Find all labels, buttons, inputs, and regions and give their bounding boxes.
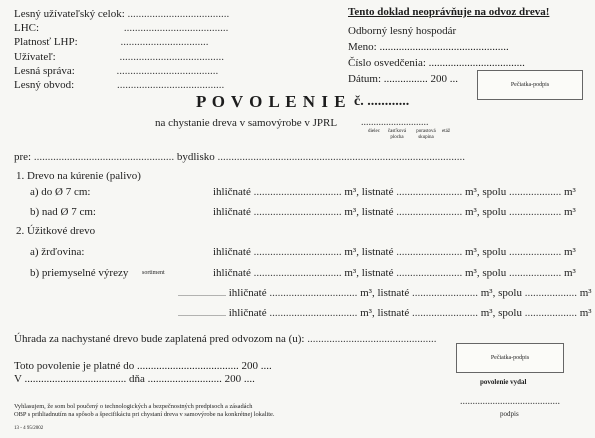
platnost-line-1: Toto povolenie je platné do ..................................... 200 .... bbox=[14, 360, 272, 372]
footer-text-1: Vyhlasujem, že som bol poučený o technologických a bezpečnostných predpisoch a zásadách bbox=[14, 403, 253, 410]
form-code: 13 - 4 95/2002 bbox=[14, 426, 44, 431]
stamp-label-bottom: Pečiatka-podpis bbox=[490, 355, 530, 361]
field-lesny-obvod: Lesný obvod: ....................................... bbox=[14, 79, 225, 92]
footer-declaration bbox=[14, 403, 274, 419]
field-celok: Lesný užívateľský celok: ..................................... bbox=[14, 8, 230, 20]
section-1-title: 1. Drevo na kúrenie (palivo) bbox=[16, 170, 141, 182]
measure-row-1a: ihličnaté ................................ m³, listnaté ........................ m³, spolu ................... m³ bbox=[213, 186, 576, 198]
row-1a-label: a) do Ø 7 cm: bbox=[30, 186, 91, 198]
field-platnost: Platnosť LHP: ................................ bbox=[14, 36, 209, 49]
measure-row-2a: ihličnaté ................................ m³, listnaté ........................ m³, spolu ................... m³ bbox=[213, 246, 576, 258]
small-label-etaz: etáž bbox=[442, 129, 451, 134]
measure-row-2b3: ........................ ihličnaté ................................ m³, listnaté ........................ m³, spolu ................... m³ bbox=[178, 307, 592, 319]
podpis-dots: ........................................ bbox=[460, 396, 560, 407]
small-label-skupina: porastová skupina bbox=[416, 129, 436, 140]
measure-row-1b: ihličnaté ................................ m³, listnaté ........................ m³, spolu ................... m³ bbox=[213, 206, 576, 218]
sortiment-label: sortiment bbox=[142, 270, 165, 276]
measure-row-2b2: ........................ ihličnaté ................................ m³, listnaté ........................ m³, spolu ................... m³ bbox=[178, 287, 592, 299]
uhrada-line: Úhrada za nachystané drevo bude zaplatená pred odvozom na (u): ............................................... bbox=[14, 333, 437, 345]
row-1b-label: b) nad Ø 7 cm: bbox=[30, 206, 96, 218]
field-lesna-sprava: Lesná správa: ..................................... bbox=[14, 64, 219, 77]
title-main: P O V O L E N I E bbox=[196, 92, 347, 111]
cislo: Číslo osvedčenia: ................................... bbox=[348, 57, 525, 69]
row-2a-label: a) žrďovina: bbox=[30, 246, 85, 258]
field-uzivatel: Užívateľ: ...................................... bbox=[14, 50, 224, 63]
datum: Dátum: ................ 200 ... bbox=[348, 73, 458, 85]
podpis-label: podpis bbox=[500, 410, 519, 418]
meno: Meno: ............................................... bbox=[348, 41, 509, 53]
subtitle-dots: ........................... bbox=[361, 117, 429, 128]
header-left bbox=[14, 7, 229, 92]
section-2-title: 2. Úžitkové drevo bbox=[16, 225, 96, 237]
title-number: č. ............ bbox=[354, 94, 410, 109]
notice: Tento doklad neoprávňuje na odvoz dreva! bbox=[348, 6, 550, 18]
subtitle: na chystanie dreva v samovýrobe v JPRL bbox=[155, 117, 338, 129]
stamp-box-bottom bbox=[456, 343, 564, 373]
platnost-line-2: V ..................................... dňa ........................... 200 .... bbox=[14, 373, 255, 385]
small-label-dielec: dielec bbox=[368, 129, 380, 134]
povolenie-vydal: povolenie vydal bbox=[480, 378, 527, 386]
footer-text-2: OBP s prihliadnutím na spôsob a špecifikáciu pri chystaní dreva v samovýrobe na konkrétnej lokalite. bbox=[14, 411, 275, 418]
row-2b-label: b) priemyselné výrezy bbox=[30, 267, 129, 279]
role: Odborný lesný hospodár bbox=[348, 25, 457, 37]
measure-row-2b: ihličnaté ................................ m³, listnaté ........................ m³, spolu ................... m³ bbox=[213, 267, 576, 279]
pre-line: pre: ................................................... bydlisko .......................................................................................... bbox=[14, 151, 466, 163]
field-lhc: LHC: ...................................... bbox=[14, 22, 229, 35]
small-label-plocha: časťková plocha bbox=[387, 129, 407, 140]
stamp-box-top bbox=[477, 70, 583, 100]
stamp-label-top: Pečiatka-podpis bbox=[510, 82, 550, 88]
